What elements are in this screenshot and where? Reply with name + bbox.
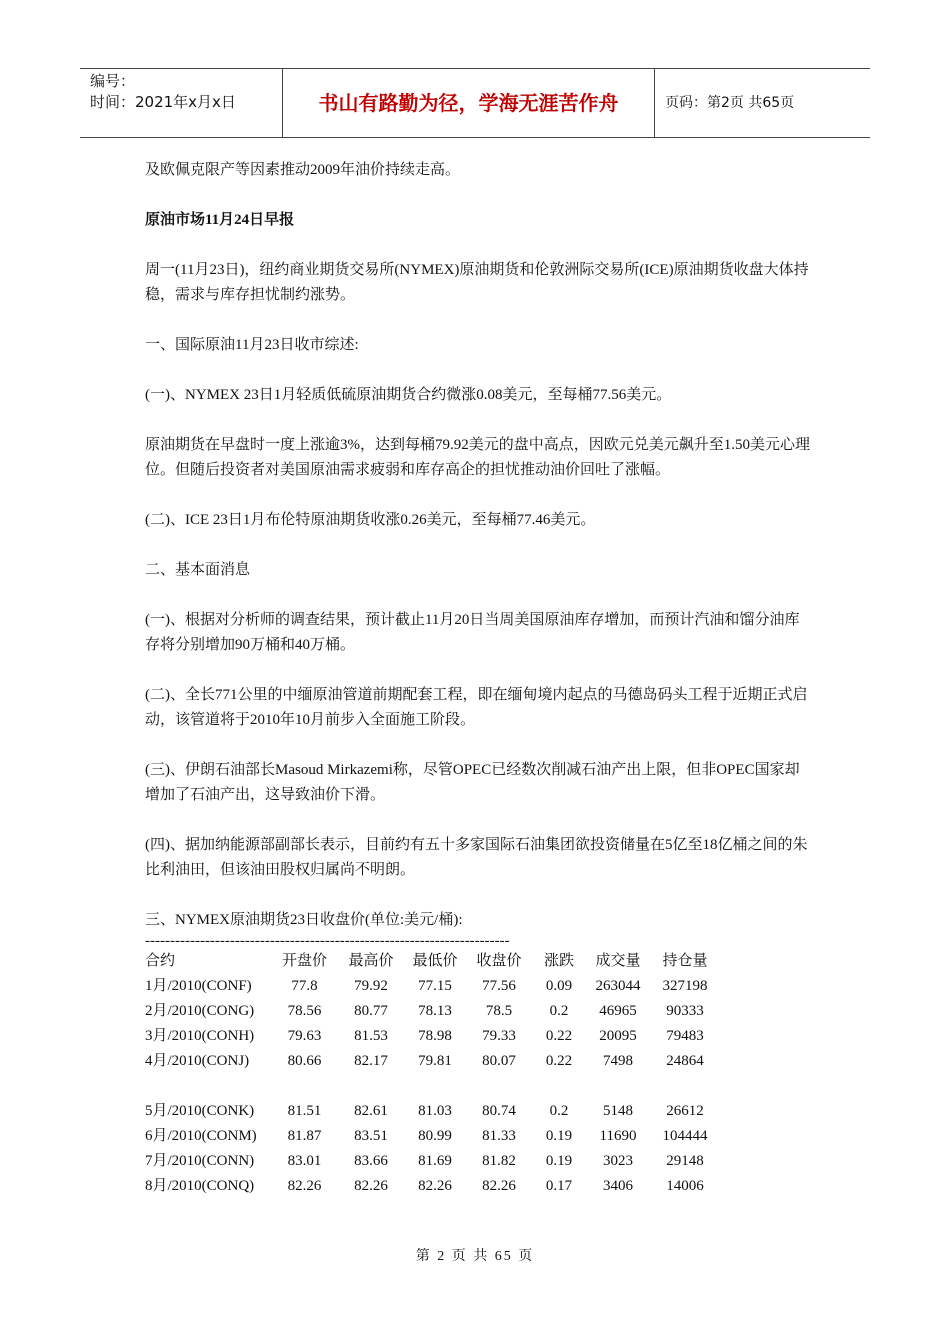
table-separator: ------------------------------------------------------------------------- [145, 933, 510, 949]
table-cell: 77.15 [418, 978, 452, 994]
table-row [145, 974, 721, 999]
page-footer: 第 2 页 共 65 页 [415, 1249, 535, 1264]
table-cell: 79.92 [354, 978, 388, 994]
table-cell: 79.33 [482, 1028, 516, 1044]
page-header [80, 68, 870, 138]
column-header: 开盘价 [281, 953, 327, 969]
document-number-label: 编号： [90, 72, 136, 90]
table-cell: 82.61 [354, 1103, 388, 1119]
table-cell: 3月/2010(CONH) [145, 1028, 255, 1044]
table-cell: 90333 [666, 1003, 704, 1019]
table-cell: 82.26 [482, 1178, 516, 1194]
paragraph: (一)、根据对分析师的调查结果，预计截止11月20日当周美国原油库存增加，而预计汽油和馏分油库存将分别增加90万桶和40万桶。 [145, 612, 800, 653]
table-spacer-row [145, 1074, 721, 1099]
paragraph: 及欧佩克限产等因素推动2009年油价持续走高。 [145, 162, 461, 178]
paragraph: (二)、全长771公里的中缅原油管道前期配套工程，即在缅甸境内起点的马德岛码头工程于近期正式启动，该管道将于2010年10月前步入全面施工阶段。 [145, 687, 808, 728]
table-cell: 1月/2010(CONF) [145, 978, 252, 994]
table-cell: 7498 [603, 1053, 633, 1069]
table-cell: 79.63 [287, 1028, 322, 1044]
table-cell: 0.09 [545, 978, 573, 994]
table-cell: 83.01 [287, 1153, 322, 1169]
table-cell: 20095 [599, 1028, 637, 1044]
table-title: 三、NYMEX原油期货23日收盘价(单位:美元/桶): [145, 912, 463, 928]
column-header: 收盘价 [476, 953, 522, 969]
table-cell: 26612 [666, 1103, 704, 1119]
table-cell: 80.99 [418, 1128, 452, 1144]
table-cell: 0.2 [549, 1003, 569, 1019]
table-cell: 11690 [599, 1128, 637, 1144]
quotes-header-row [145, 949, 721, 974]
table-cell: 77.8 [291, 978, 318, 994]
table-cell: 263044 [595, 978, 641, 994]
table-cell: 14006 [666, 1178, 704, 1194]
paragraph: 一、国际原油11月23日收市综述: [145, 337, 359, 353]
table-cell: 0.17 [545, 1178, 573, 1194]
document-body [145, 158, 810, 1199]
table-cell: 0.2 [549, 1103, 569, 1119]
table-cell: 78.98 [418, 1028, 452, 1044]
paragraph: (一)、NYMEX 23日1月轻质低硫原油期货合约微涨0.08美元，至每桶77.56美元。 [145, 387, 672, 403]
table-cell: 78.13 [418, 1003, 452, 1019]
paragraph-list [145, 158, 810, 883]
table-cell: 81.51 [287, 1103, 322, 1119]
table-cell: 80.74 [482, 1103, 516, 1119]
table-cell: 81.33 [482, 1128, 516, 1144]
table-row [145, 1024, 721, 1049]
paragraph: (二)、ICE 23日1月布伦特原油期货收涨0.26美元，至每桶77.46美元。 [145, 512, 596, 528]
table-cell: 81.82 [482, 1153, 516, 1169]
table-cell: 5月/2010(CONK) [145, 1103, 255, 1119]
column-header: 最高价 [348, 953, 394, 969]
table-cell: 82.26 [287, 1178, 322, 1194]
column-header: 成交量 [595, 953, 641, 969]
document-time-label: 时间：2021年x月x日 [90, 93, 236, 111]
table-cell: 80.07 [482, 1053, 516, 1069]
table-row [145, 999, 721, 1024]
table-cell: 78.5 [485, 1003, 513, 1019]
table-cell: 82.17 [354, 1053, 388, 1069]
table-cell: 3023 [603, 1153, 633, 1169]
header-motto: 书山有路勤为径，学海无涯苦作舟 [282, 69, 655, 137]
table-row [145, 1124, 721, 1149]
table-cell: 83.66 [354, 1153, 388, 1169]
section-heading: 原油市场11月24日早报 [145, 212, 295, 228]
table-row [145, 1099, 721, 1124]
table-row [145, 1174, 721, 1199]
table-cell: 0.22 [545, 1028, 573, 1044]
table-cell: 2月/2010(CONG) [145, 1003, 255, 1019]
paragraph: 原油期货在早盘时一度上涨逾3%，达到每桶79.92美元的盘中高点，因欧元兑美元飙升至1.50美元心理位。但随后投资者对美国原油需求疲弱和库存高企的担忧推动油价回吐了涨幅。 [145, 437, 810, 478]
table-cell: 5148 [603, 1103, 633, 1119]
table-cell: 6月/2010(CONM) [145, 1128, 257, 1144]
table-cell: 80.66 [287, 1053, 322, 1069]
table-cell: 8月/2010(CONQ) [145, 1178, 255, 1194]
column-header: 持仓量 [662, 953, 708, 969]
table-cell: 82.26 [418, 1178, 452, 1194]
paragraph: 二、基本面消息 [145, 562, 251, 578]
table-cell: 81.03 [418, 1103, 452, 1119]
header-page-label: 页码：第2页 共65页 [665, 95, 795, 111]
table-cell: 80.77 [354, 1003, 388, 1019]
table-cell: 0.19 [545, 1128, 573, 1144]
table-cell: 78.56 [287, 1003, 322, 1019]
paragraph: (三)、伊朗石油部长Masoud Mirkazemi称，尽管OPEC已经数次削减石油产出上限，但非OPEC国家却增加了石油产出，这导致油价下滑。 [145, 762, 800, 803]
table-cell: 81.69 [418, 1153, 452, 1169]
table-cell: 0.19 [545, 1153, 573, 1169]
table-cell: 81.87 [287, 1128, 322, 1144]
column-header: 最低价 [412, 953, 458, 969]
table-cell: 7月/2010(CONN) [145, 1153, 255, 1169]
table-cell: 104444 [662, 1128, 708, 1144]
column-header: 合约 [145, 953, 176, 969]
table-cell: 3406 [603, 1178, 633, 1194]
header-meta [80, 69, 282, 137]
table-cell: 4月/2010(CONJ) [145, 1053, 250, 1069]
quotes-body [145, 974, 721, 1199]
quotes-table [145, 949, 721, 1199]
table-row [145, 1049, 721, 1074]
table-cell: 327198 [662, 978, 708, 994]
table-cell: 77.56 [482, 978, 516, 994]
table-cell: 24864 [666, 1053, 704, 1069]
paragraph: 周一(11月23日)，纽约商业期货交易所(NYMEX)原油期货和伦敦洲际交易所(ICE)原油期货收盘大体持稳，需求与库存担忧制约涨势。 [145, 262, 809, 303]
table-cell: 29148 [666, 1153, 704, 1169]
paragraph: (四)、据加纳能源部副部长表示，目前约有五十多家国际石油集团欲投资储量在5亿至18亿桶之间的朱比利油田，但该油田股权归属尚不明朗。 [145, 837, 808, 878]
column-header: 涨跌 [543, 953, 574, 969]
table-cell: 83.51 [354, 1128, 388, 1144]
table-cell: 81.53 [354, 1028, 388, 1044]
table-row [145, 1149, 721, 1174]
table-cell: 0.22 [545, 1053, 573, 1069]
table-cell: 46965 [599, 1003, 637, 1019]
table-cell: 82.26 [354, 1178, 388, 1194]
table-cell: 79483 [666, 1028, 704, 1044]
table-cell: 79.81 [418, 1053, 452, 1069]
